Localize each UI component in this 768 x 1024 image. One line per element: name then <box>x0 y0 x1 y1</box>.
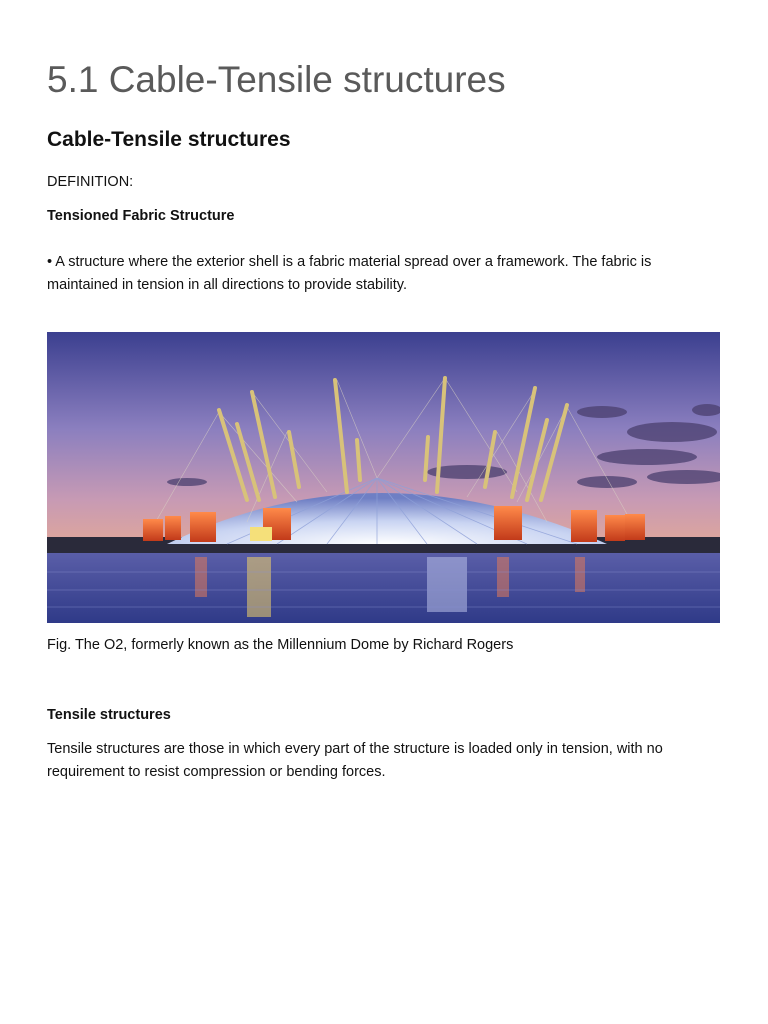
tensioned-fabric-heading: Tensioned Fabric Structure <box>47 208 235 224</box>
figure-caption: Fig. The O2, formerly known as the Millennium Dome by Richard Rogers <box>47 637 514 653</box>
definition-label: DEFINITION: <box>47 174 134 190</box>
page-title: 5.1 Cable-Tensile structures <box>47 59 506 100</box>
tensioned-fabric-text: • A structure where the exterior shell is a fabric material spread over a framework. The fabric is maintained in tension in all directions to provide stability. <box>47 254 652 293</box>
millennium-dome-photo <box>47 332 720 623</box>
tensile-structures-heading: Tensile structures <box>47 707 171 723</box>
tensile-structures-text: Tensile structures are those in which every part of the structure is loaded only in tension, with no requirement to resist compression or bending forces. <box>47 741 663 780</box>
section-subtitle: Cable-Tensile structures <box>47 128 291 151</box>
